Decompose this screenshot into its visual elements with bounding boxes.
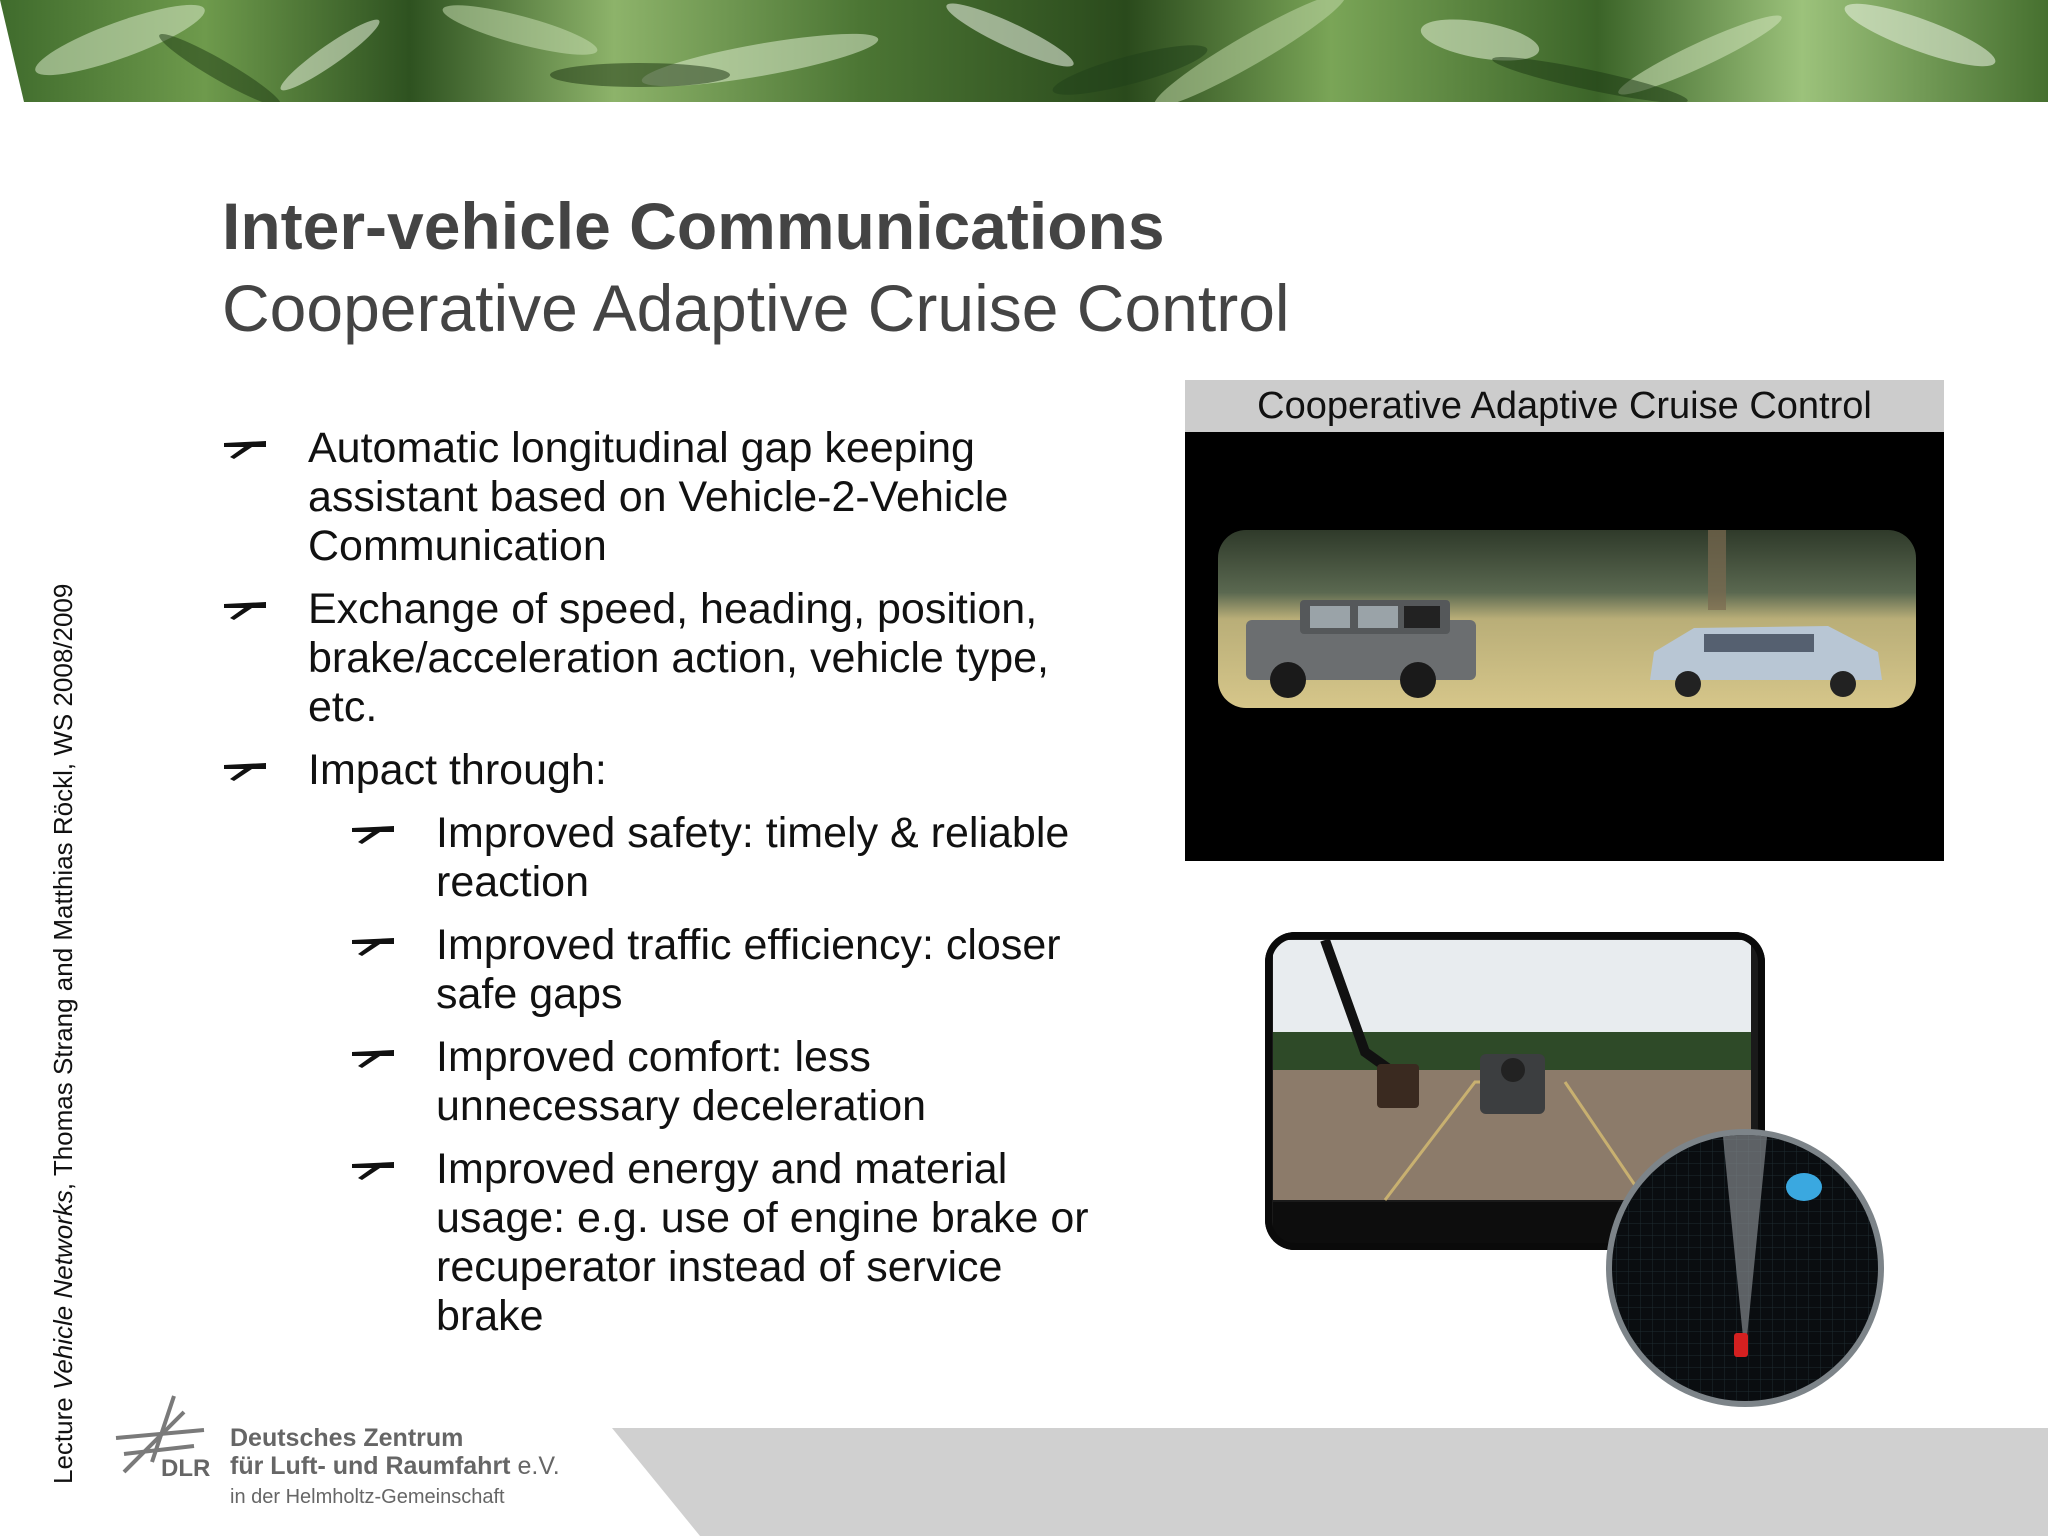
sub-bullet-item [222,921,1102,1019]
bullet-text: Exchange of speed, heading, position, brake/acceleration action, vehicle type, etc. [308,585,1049,731]
sub-bullet-item [222,809,1102,907]
side-text-prefix: Lecture [48,1390,78,1484]
side-text-suffix: , Thomas Strang and Matthias Röckl, WS 2008/2009 [48,583,78,1191]
sub-bullet-item [222,1033,1102,1131]
slide-title: Inter-vehicle Communications [222,189,1165,263]
arrow-bullet-icon [222,438,268,460]
sub-bullet-item [222,1145,1102,1341]
sub-bullet-text: Improved safety: timely & reliable reaction [436,809,1070,906]
video-frame-vehicles [1218,530,1916,708]
org-name-line2-text: für Luft- und Raumfahrt [230,1452,511,1480]
slide-subtitle: Cooperative Adaptive Cruise Control [222,271,1290,345]
arrow-bullet-icon [350,935,396,957]
bullet-list [222,424,1102,1355]
video-title: Cooperative Adaptive Cruise Control [1185,380,1944,432]
arrow-bullet-icon [222,760,268,782]
dlr-abbreviation: DLR [161,1455,211,1482]
org-name-line1: Deutsches Zentrum [230,1424,464,1452]
sub-bullet-text: Improved comfort: less unnecessary deceleration [436,1033,927,1130]
side-text-course: Vehicle Networks [48,1190,78,1391]
radar-display [1604,1127,1886,1409]
bullet-text: Impact through: [308,746,607,794]
arrow-bullet-icon [350,823,396,845]
sub-bullet-text: Improved traffic efficiency: closer safe gaps [436,921,1061,1018]
org-name-line3: in der Helmholtz-Gemeinschaft [230,1486,505,1508]
bullet-text: Automatic longitudinal gap keeping assistant based on Vehicle-2-Vehicle Communication [308,424,1009,570]
bullet-item [222,424,1102,571]
arrow-bullet-icon [350,1047,396,1069]
header-banner-image [0,0,2048,102]
lecture-side-text [48,504,79,1484]
arrow-bullet-icon [222,599,268,621]
video-panel[interactable] [1185,380,1944,861]
bullet-item [222,585,1102,732]
sub-bullet-text: Improved energy and material usage: e.g. use of engine brake or recuperator instead of service brake [436,1145,1089,1340]
org-name-line2 [230,1452,560,1481]
org-legal-suffix: e.V. [517,1452,560,1480]
bullet-item [222,746,1102,795]
arrow-bullet-icon [350,1159,396,1181]
